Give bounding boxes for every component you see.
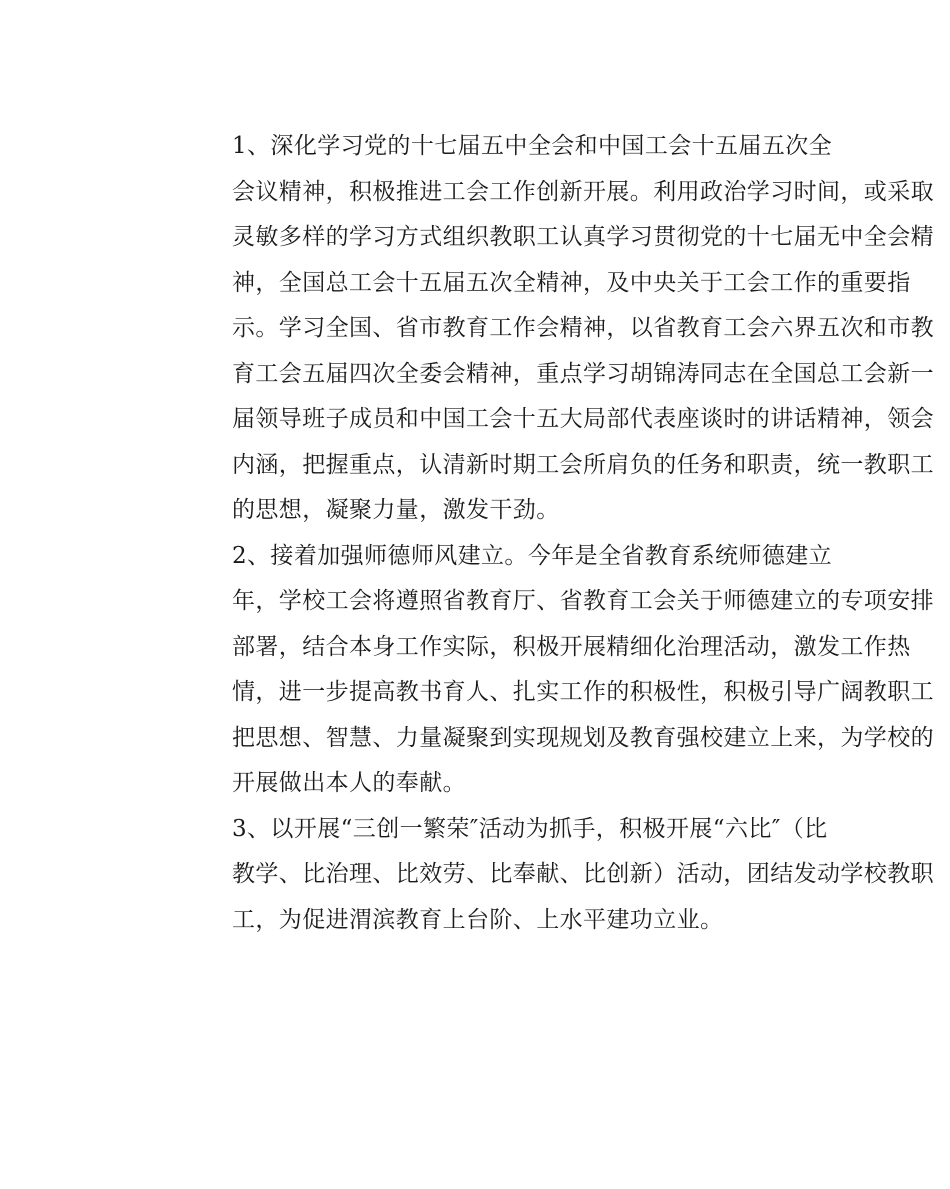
text-line: 工，为促进渭滨教育上台阶、上水平建功立业。 xyxy=(232,906,724,933)
text-line: 的思想，凝聚力量，激发干劲。 xyxy=(232,497,560,523)
text-line: 2、接着加强师德师风建立。今年是全省教育系统师德建立 xyxy=(232,542,833,569)
text-line: 会议精神，积极推进工会工作创新开展。利用政治学习时间，或采取 xyxy=(232,178,934,205)
text-line: 开展做出本人的奉献。 xyxy=(232,770,466,796)
text-line: 情，进一步提高教书育人、扎实工作的积极性，积极引导广阔教职工 xyxy=(232,679,934,705)
text-line: 内涵，把握重点，认清新时期工会所肩负的任务和职责，统一教职工 xyxy=(232,451,934,478)
text-line: 教学、比治理、比效劳、比奉献、比创新）活动，团结发动学校教职 xyxy=(232,861,934,887)
text-line: 部署，结合本身工作实际，积极开展精细化治理活动，激发工作热 xyxy=(232,633,911,660)
text-line: 年，学校工会将遵照省教育厅、省教育工会关于师德建立的专项安排 xyxy=(232,588,934,614)
text-line: 1、深化学习党的十七届五中全会和中国工会十五届五次全 xyxy=(232,133,833,159)
paragraph-3 xyxy=(145,807,934,944)
text-line: 3、以开展“三创一繁荣″活动为抓手，积极开展“六比″（比 xyxy=(232,815,828,842)
text-line: 神，全国总工会十五届五次全精神，及中央关于工会工作的重要指 xyxy=(232,269,911,296)
text-line: 届领导班子成员和中国工会十五大局部代表座谈时的讲话精神，领会 xyxy=(232,406,934,432)
document-body xyxy=(145,124,934,943)
paragraph-1 xyxy=(145,124,934,534)
text-line: 把思想、智慧、力量凝聚到实现规划及教育强校建立上来，为学校的 xyxy=(232,724,934,751)
paragraph-2 xyxy=(145,534,934,807)
text-line: 灵敏多样的学习方式组织教职工认真学习贯彻党的十七届无中全会精 xyxy=(232,224,934,250)
text-line: 示。学习全国、省市教育工作会精神，以省教育工会六界五次和市教 xyxy=(232,315,934,341)
text-line: 育工会五届四次全委会精神，重点学习胡锦涛同志在全国总工会新一 xyxy=(232,360,934,387)
